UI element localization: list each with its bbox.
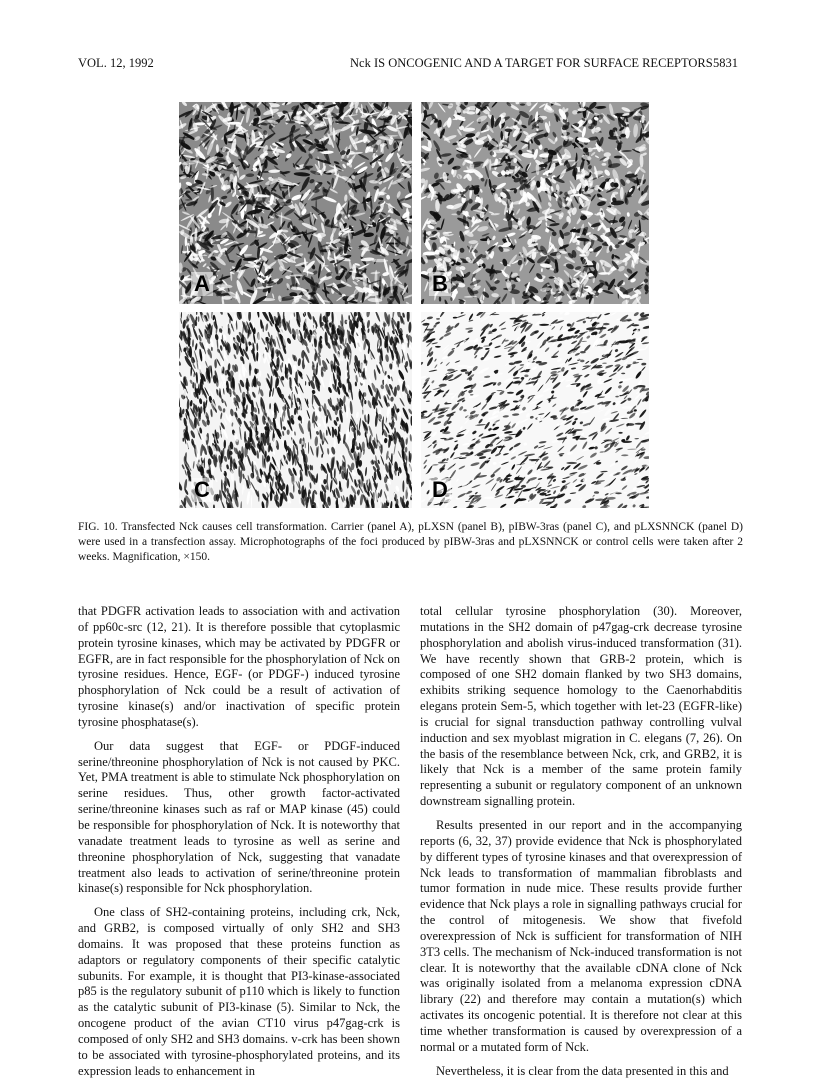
figure-panel-c [179, 312, 412, 508]
figure-caption [78, 520, 743, 565]
figure-panel-d [421, 312, 649, 508]
page-number: 5831 [713, 56, 738, 70]
micrograph-image [179, 102, 412, 304]
panel-letter-c: C [191, 478, 213, 502]
paragraph: One class of SH2-containing proteins, including crk, Nck, and GRB2, is composed virtually of only SH2 and SH3 domains. It was proposed that these proteins function as adaptors or regulatory components of their specific catalytic subunits. For example, it is thought that PI3-kinase-associated p85 is the regulatory subunit of p110 which is likely to function as the catalytic subunit of PI3-kinase (5). Similar to Nck, the oncogene product of the avian CT10 virus p47gag-crk is composed of only SH2 and SH3 domains. v-crk has been shown to be associated with tyrosine-phosphorylated proteins, and its expression leads to enhancement in [78, 905, 400, 1078]
panel-letter-b: B [429, 272, 451, 296]
paragraph: that PDGFR activation leads to association with and activation of pp60c-src (12, 21). It is therefore possible that cytoplasmic protein tyrosine kinases, which may be activated by PDGFR or EGFR, are in fact responsible for the phosphorylation of Nck on tyrosine residues. Hence, EGF- (or PDGF-) induced tyrosine phosphorylation of Nck could be a result of activation of tyrosine kinase(s) and/or inactivation of specific protein tyrosine phosphatase(s). [78, 604, 400, 729]
figure-caption-text: FIG. 10. Transfected Nck causes cell transformation. Carrier (panel A), pLXSN (panel B), pIBW-3ras (panel C), and pLXSNNCK (panel D) were used in a transfection assay. Microphotographs of the foci produced by pIBW-3ras and pLXSNNCK or control cells were taken after 2 weeks. Magnification, ×150. [78, 521, 743, 563]
running-title: Nck IS ONCOGENIC AND A TARGET FOR SURFACE RECEPTORS [350, 56, 713, 70]
paragraph: Nevertheless, it is clear from the data presented in this and [436, 1063, 729, 1078]
figure-panel-b [421, 102, 649, 304]
paragraph: Our data suggest that EGF- or PDGF-induced serine/threonine phosphorylation of Nck is not caused by PKC. Yet, PMA treatment is able to stimulate Nck phosphorylation on serine residues. Thus, other growth factor-activated serine/threonine kinases such as raf or MAP kinase (45) could be responsible for phosphorylation of Nck. It is noteworthy that vanadate treatment leads to tyrosine as well as serine and threonine phosphorylation of Nck, suggesting that vanadate treatment also leads to activation of serine/threonine protein kinase(s) responsible for Nck phosphorylation. [78, 738, 400, 896]
left-text-column [78, 604, 400, 1079]
running-header [78, 56, 738, 76]
journal-volume: VOL. 12, 1992 [78, 56, 154, 70]
figure-panel-a [179, 102, 412, 304]
panel-letter-a: A [191, 272, 213, 296]
micrograph-image [421, 312, 649, 508]
paragraph: total cellular tyrosine phosphorylation (30). Moreover, mutations in the SH2 domain of p47gag-crk decrease tyrosine phosphorylation and abolish virus-induced transformation (31). We have recently shown that GRB-2 protein, which is composed of one SH2 domain flanked by two SH3 domains, exhibits striking sequence homology to the Caenorhabditis elegans protein Sem-5, which together with let-23 (EGFR-like) is crucial for signal transduction pathway controlling vulval induction and sex myoblast migration in C. elegans (7, 26). On the basis of the resemblance between Nck, crk, and GRB2, it is likely that Nck is a member of the same protein family representing a subunit or regulatory component of an unknown downstream signalling protein. [420, 604, 742, 809]
panel-letter-d: D [429, 478, 451, 502]
paragraph: Results presented in our report and in the accompanying reports (6, 32, 37) provide evidence that Nck is phosphorylated by different types of tyrosine kinases and that overexpression of Nck leads to transformation of mammalian fibroblasts and tumor formation in nude mice. These results provide further evidence that Nck plays a role in signalling pathways crucial for the control of mitogenesis. We show that fivefold overexpression of Nck is sufficient for transformation of NIH 3T3 cells. The mechanism of Nck-induced transformation is not clear. It is noteworthy that the available cDNA clone of Nck was originally isolated from a melanoma expression cDNA library (22) and therefore may contain a mutation(s) which activates its oncogenic potential. It is therefore not clear at this time whether transformation is caused by overexpression of a normal or a mutated form of Nck. [420, 817, 742, 1054]
micrograph-image [421, 102, 649, 304]
micrograph-image [179, 312, 412, 508]
right-text-column [420, 604, 742, 1079]
